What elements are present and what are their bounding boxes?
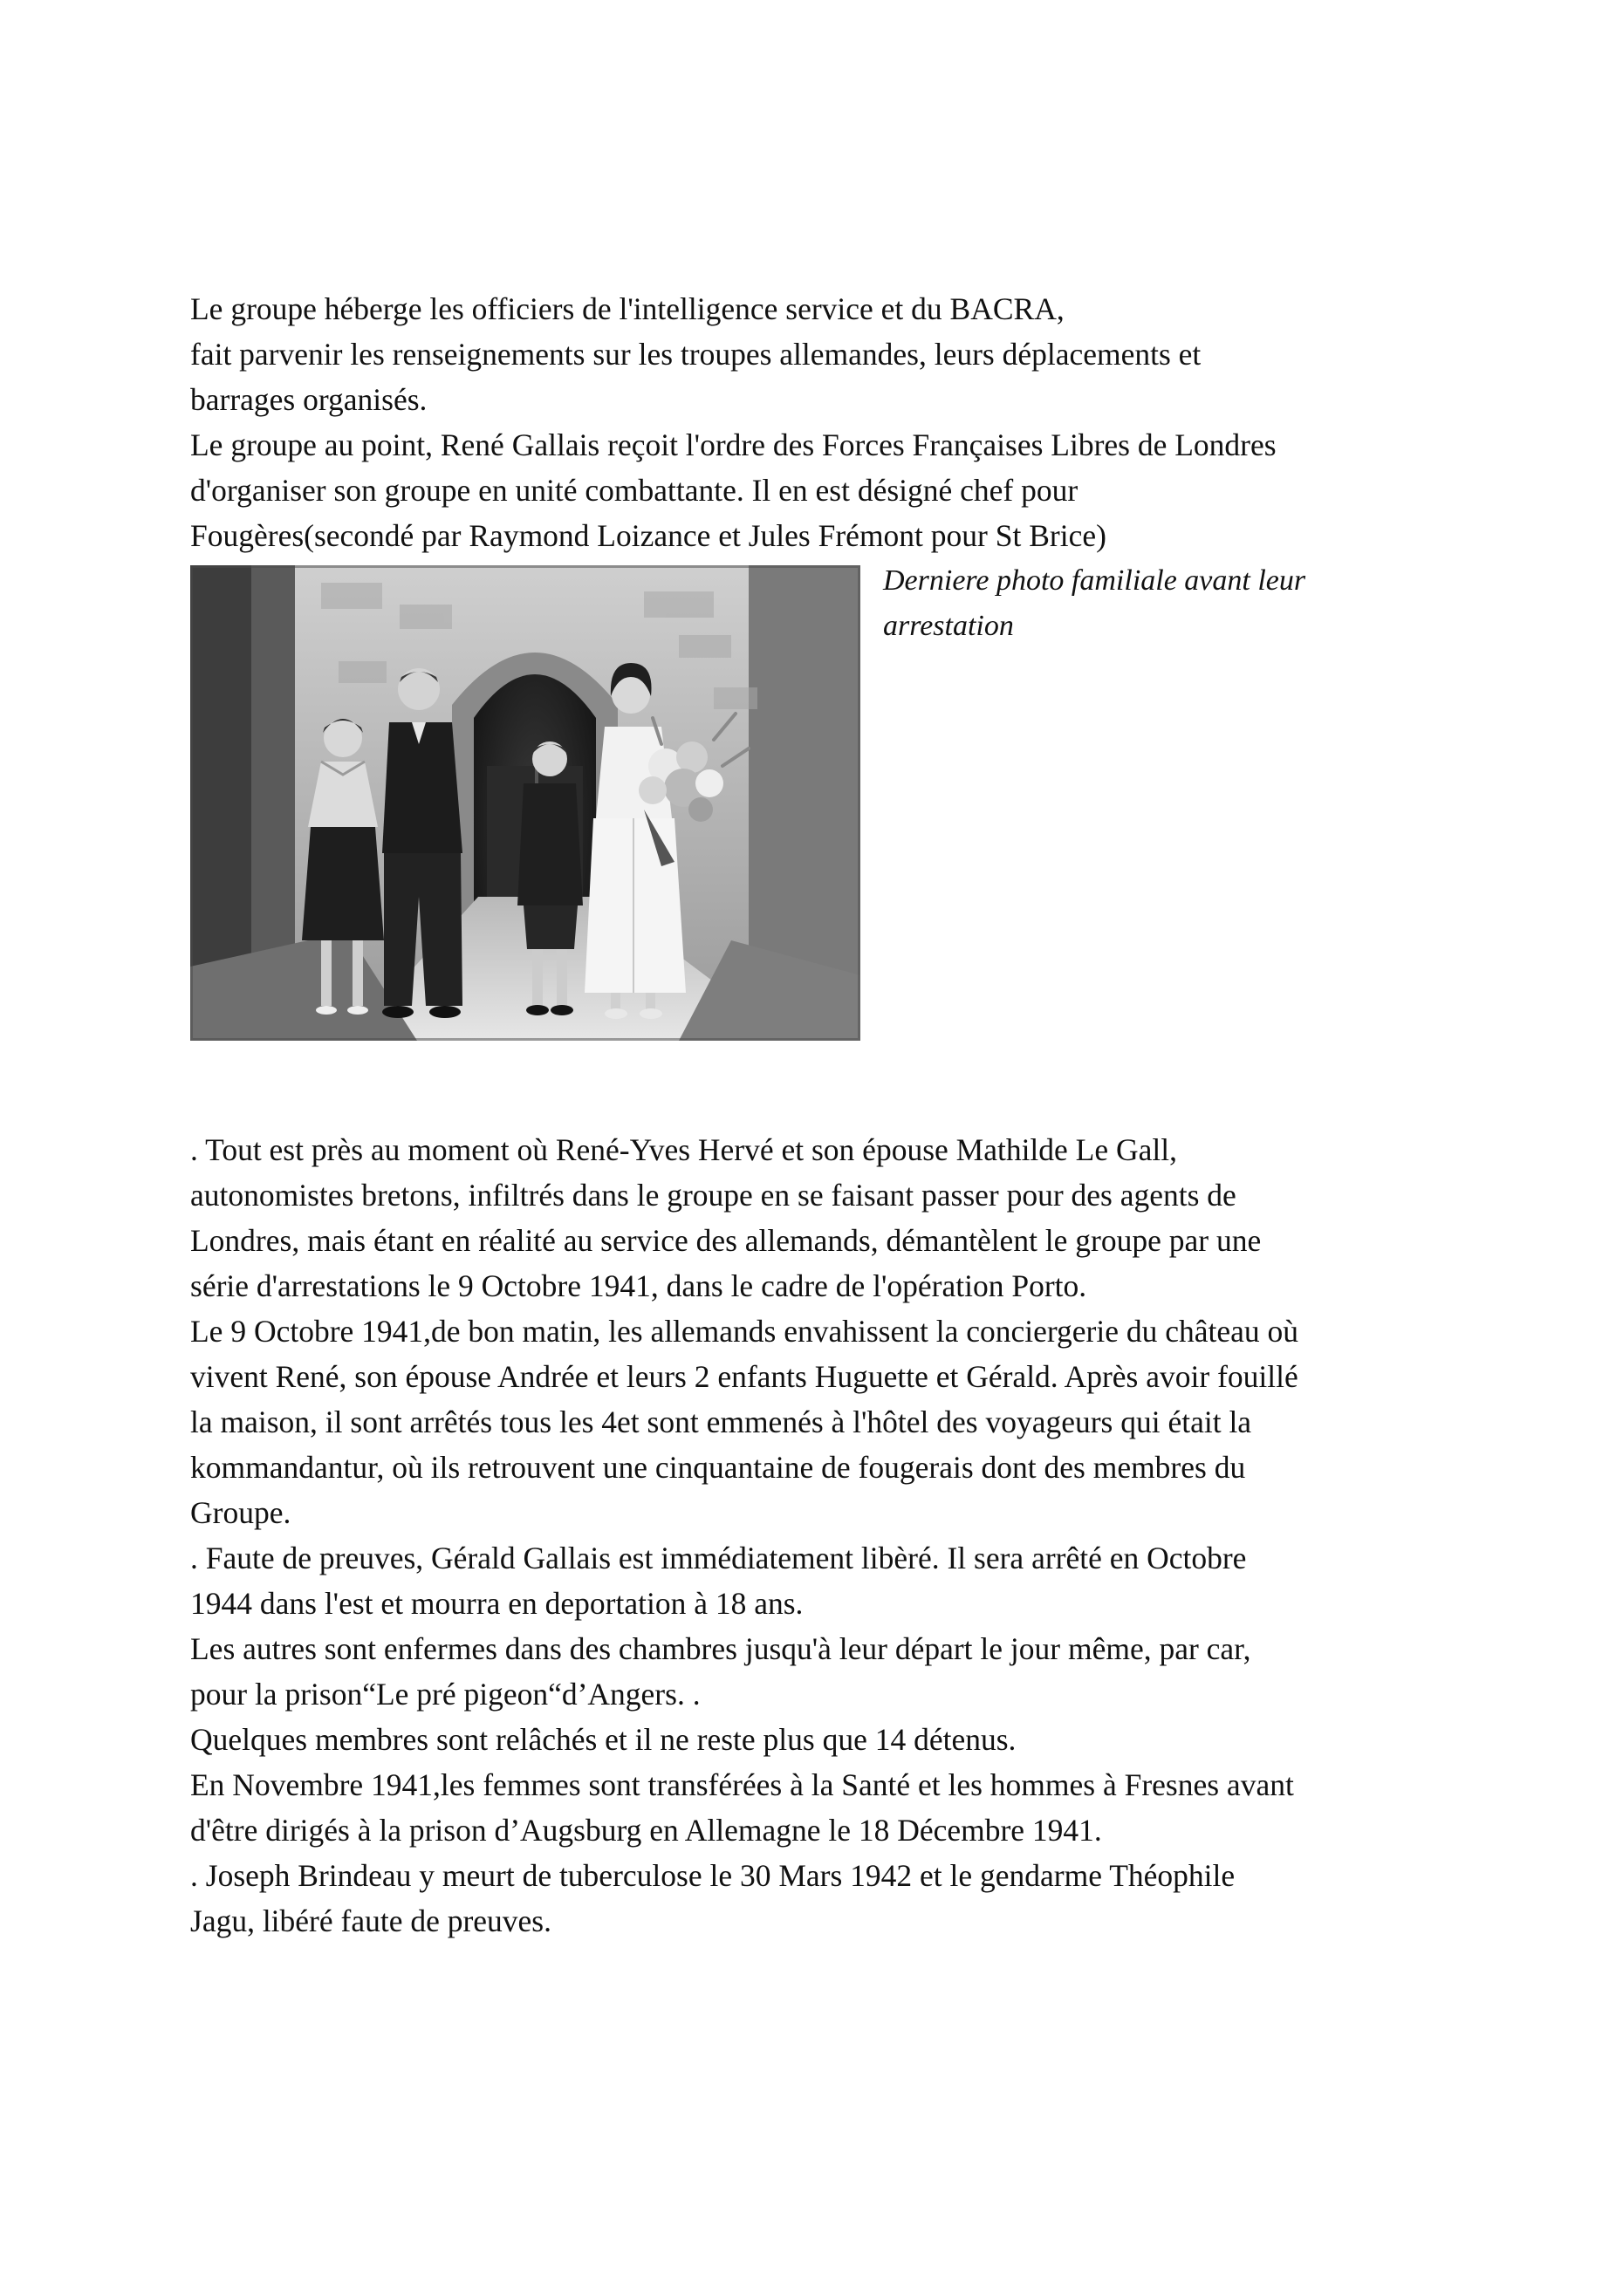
paragraph-line: Le groupe héberge les officiers de l'intelligence service et du BACRA, bbox=[190, 291, 1065, 326]
paragraph-line: barrages organisés. bbox=[190, 382, 428, 417]
paragraph-line: Le 9 Octobre 1941,de bon matin, les allemands envahissent la conciergerie du château où bbox=[190, 1314, 1299, 1349]
paragraph-line: la maison, il sont arrêtés tous les 4et sont emmenés à l'hôtel des voyageurs qui était la bbox=[190, 1404, 1252, 1439]
paragraph-line: Fougères(secondé par Raymond Loizance et Jules Frémont pour St Brice) bbox=[190, 518, 1106, 553]
paragraph-line: . Faute de preuves, Gérald Gallais est immédiatement libèré. Il sera arrêté en Octobre bbox=[190, 1541, 1247, 1575]
paragraph-line: . Joseph Brindeau y meurt de tuberculose le 30 Mars 1942 et le gendarme Théophile bbox=[190, 1858, 1236, 1893]
paragraph-line: kommandantur, où ils retrouvent une cinquantaine de fougerais dont des membres du bbox=[190, 1450, 1246, 1485]
paragraph-line: pour la prison“Le pré pigeon“d’Angers. . bbox=[190, 1677, 701, 1712]
paragraph-line: En Novembre 1941,les femmes sont transférées à la Santé et les hommes à Fresnes avant bbox=[190, 1767, 1294, 1802]
paragraph-line: Londres, mais étant en réalité au service des allemands, démantèlent le groupe par une bbox=[190, 1223, 1262, 1258]
paragraph-line: Jagu, libéré faute de preuves. bbox=[190, 1903, 551, 1938]
paragraph-line: 1944 dans l'est et mourra en deportation à 18 ans. bbox=[190, 1586, 804, 1621]
paragraph-line: Les autres sont enfermes dans des chambres jusqu'à leur départ le jour même, par car, bbox=[190, 1631, 1251, 1666]
photo-caption-line: arrestation bbox=[883, 610, 1014, 642]
family-photo bbox=[190, 565, 860, 1041]
paragraph-line: Groupe. bbox=[190, 1495, 291, 1530]
paragraph-line: d'organiser son groupe en unité combattante. Il en est désigné chef pour bbox=[190, 473, 1078, 508]
paragraph-line: Quelques membres sont relâchés et il ne reste plus que 14 détenus. bbox=[190, 1722, 1017, 1757]
photo-caption-line: Derniere photo familiale avant leur bbox=[883, 564, 1306, 597]
paragraph-line: vivent René, son épouse Andrée et leurs 2 enfants Huguette et Gérald. Après avoir fouillé bbox=[190, 1359, 1298, 1394]
paragraph-line: fait parvenir les renseignements sur les troupes allemandes, leurs déplacements et bbox=[190, 337, 1202, 372]
paragraph-line: d'être dirigés à la prison d’Augsburg en Allemagne le 18 Décembre 1941. bbox=[190, 1813, 1102, 1848]
paragraph-line: Le groupe au point, René Gallais reçoit l'ordre des Forces Françaises Libres de Londres bbox=[190, 427, 1277, 462]
paragraph-line: série d'arrestations le 9 Octobre 1941, dans le cadre de l'opération Porto. bbox=[190, 1268, 1087, 1303]
paragraph-line: autonomistes bretons, infiltrés dans le groupe en se faisant passer pour des agents de bbox=[190, 1178, 1236, 1213]
paragraph-line: . Tout est près au moment où René-Yves Hervé et son épouse Mathilde Le Gall, bbox=[190, 1132, 1177, 1167]
